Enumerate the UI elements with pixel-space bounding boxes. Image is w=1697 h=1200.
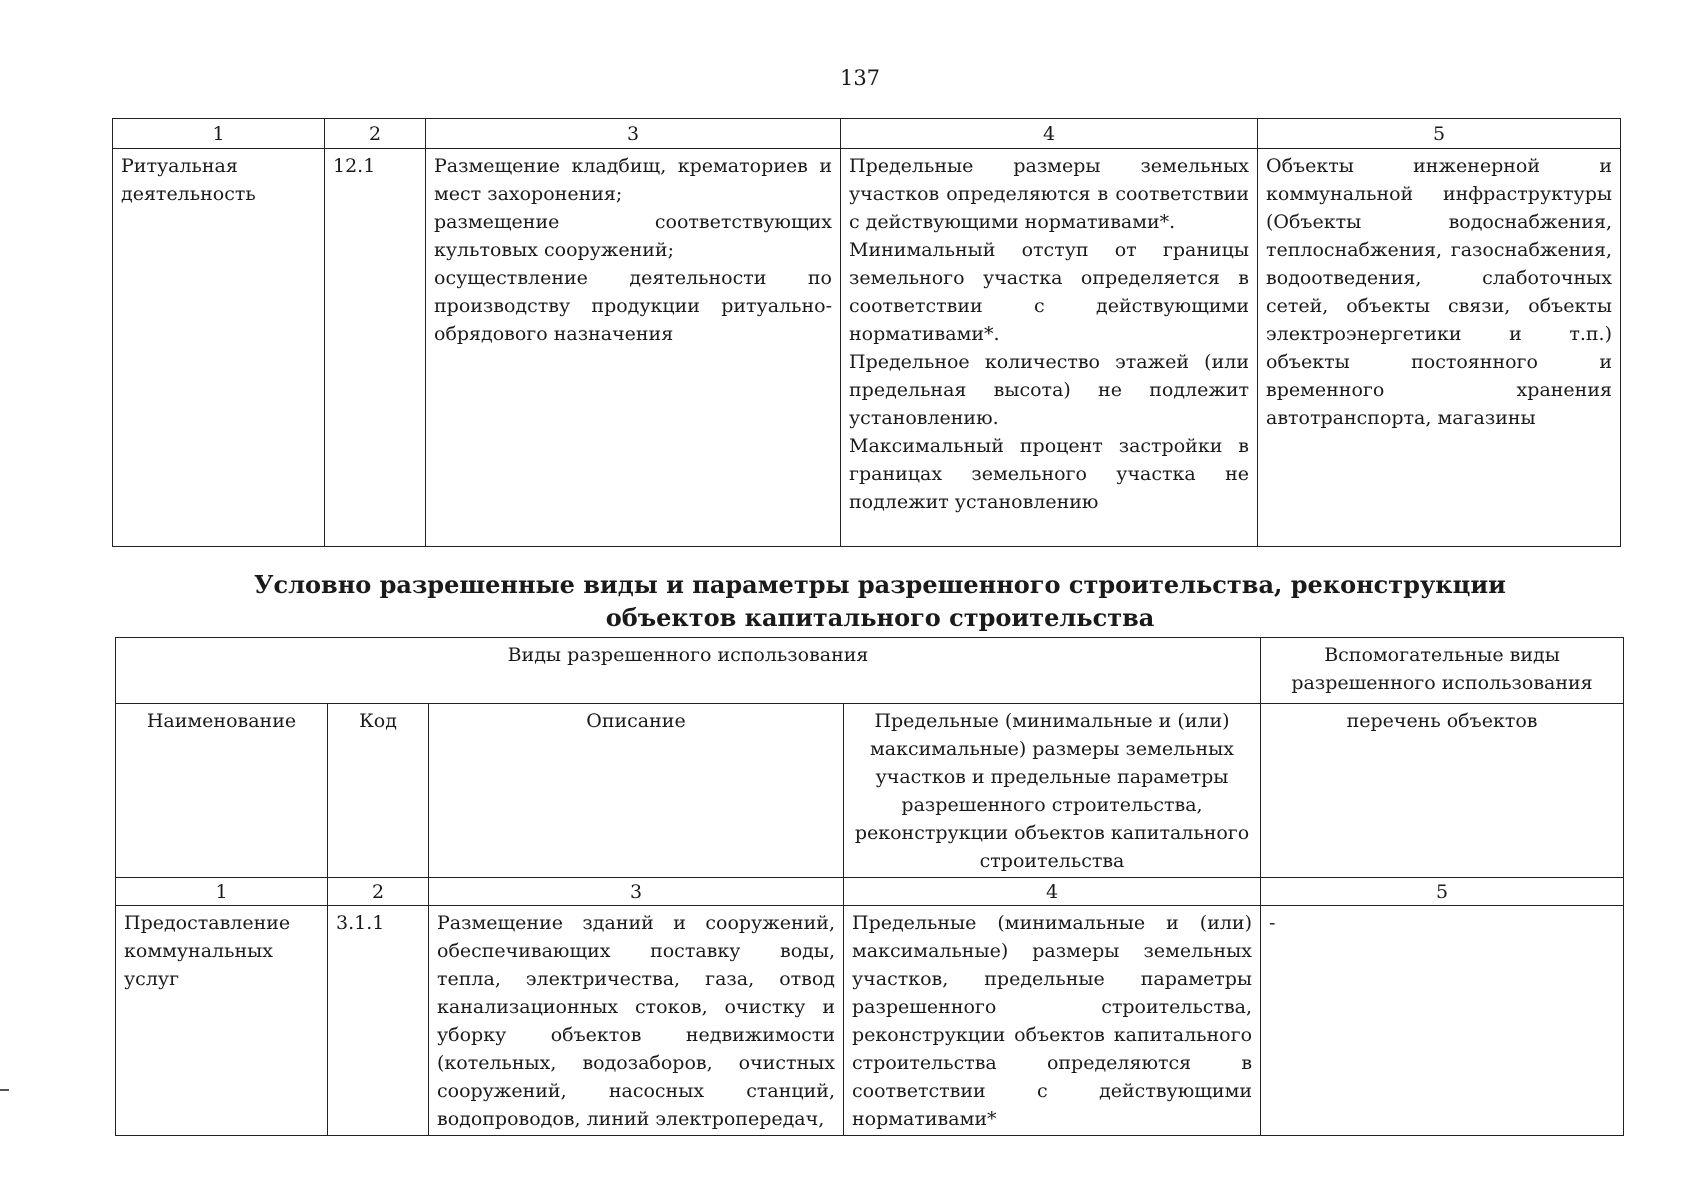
header-auxiliary: перечень объектов xyxy=(1261,704,1624,878)
auxiliary-uses-cell xyxy=(1258,149,1621,547)
permitted-uses-table-continued xyxy=(112,118,1621,547)
column-number-3: 3 xyxy=(426,119,841,149)
column-number-1: 1 xyxy=(113,119,325,149)
use-code: 12.1 xyxy=(333,155,376,177)
section-heading: Условно разрешенные виды и параметры разрешенного строительства, реконструкции объектов капитального строительства xyxy=(254,570,1506,632)
scan-margin-mark xyxy=(0,1089,9,1091)
column-number-2: 2 xyxy=(328,878,429,906)
description-paragraph: осуществление деятельности по производству продукции ритуально-обрядового назначения xyxy=(434,267,832,345)
use-name: Ритуальная деятельность xyxy=(121,155,256,205)
group-header-row xyxy=(116,638,1624,704)
group-header-aux: Вспомогательные виды разрешенного использования xyxy=(1261,638,1624,704)
parameter-paragraph: Минимальный отступ от границы земельного участка определяется в соответствии с действующими нормативами*. xyxy=(849,239,1249,345)
column-number-1: 1 xyxy=(116,878,328,906)
use-code-cell xyxy=(325,149,426,547)
use-parameters-cell xyxy=(841,149,1258,547)
header-code: Код xyxy=(328,704,429,878)
column-number-5: 5 xyxy=(1258,119,1621,149)
group-header-main: Виды разрешенного использования xyxy=(116,638,1261,704)
column-number-row xyxy=(113,119,1621,149)
use-description: Размещение зданий и сооружений, обеспечивающих поставку воды, тепла, электричества, газа, отвод канализационных стоков, очистку и уборку объектов недвижимости (котельных, водозаборов, очистных сооружений, насосных станций, водопроводов, линий электропередач, xyxy=(437,912,835,1130)
use-code-cell xyxy=(328,906,429,1136)
column-number-4: 4 xyxy=(844,878,1261,906)
parameter-paragraph: Максимальный процент застройки в границах земельного участка не подлежит установлению xyxy=(849,435,1249,513)
table-row xyxy=(116,906,1624,1136)
header-name: Наименование xyxy=(116,704,328,878)
use-name-cell xyxy=(116,906,328,1136)
use-name-cell xyxy=(113,149,325,547)
auxiliary-uses: - xyxy=(1269,912,1276,934)
conditional-uses-table xyxy=(115,637,1624,1136)
use-description-cell xyxy=(429,906,844,1136)
auxiliary-uses: Объекты инженерной и коммунальной инфраструктуры (Объекты водоснабжения, теплоснабжения, газоснабжения, водоотведения, слаботочных сетей, объекты связи, объекты электроэнергетики и т.п.) объекты постоянного и временного хранения автотранспорта, магазины xyxy=(1266,155,1612,429)
page-number: 137 xyxy=(839,66,881,90)
description-paragraph: размещение соответствующих культовых сооружений; xyxy=(434,211,832,261)
use-name: Предоставление коммунальных услуг xyxy=(124,912,291,990)
column-number-row xyxy=(116,878,1624,906)
parameter-paragraph: Предельные размеры земельных участков определяются в соответствии с действующими нормативами*. xyxy=(849,155,1249,233)
parameter-paragraph: Предельное количество этажей (или предельная высота) не подлежит установлению. xyxy=(849,351,1249,429)
column-number-3: 3 xyxy=(429,878,844,906)
use-code: 3.1.1 xyxy=(336,912,385,934)
column-number-2: 2 xyxy=(325,119,426,149)
description-paragraph: Размещение кладбищ, крематориев и мест захоронения; xyxy=(434,155,832,205)
use-parameters-cell xyxy=(844,906,1261,1136)
use-description-cell xyxy=(426,149,841,547)
header-parameters: Предельные (минимальные и (или) максимальные) размеры земельных участков и предельные параметры разрешенного строительства, реконструкции объектов капитального строительства xyxy=(844,704,1261,878)
column-number-4: 4 xyxy=(841,119,1258,149)
use-parameters: Предельные (минимальные и (или) максимальные) размеры земельных участков, предельные параметры разрешенного строительства, реконструкции объектов капитального строительства определяются в соответствии с действующими нормативами* xyxy=(852,912,1253,1130)
table-row xyxy=(113,149,1621,547)
column-number-5: 5 xyxy=(1261,878,1624,906)
header-description: Описание xyxy=(429,704,844,878)
auxiliary-uses-cell xyxy=(1261,906,1624,1136)
column-header-row xyxy=(116,704,1624,878)
